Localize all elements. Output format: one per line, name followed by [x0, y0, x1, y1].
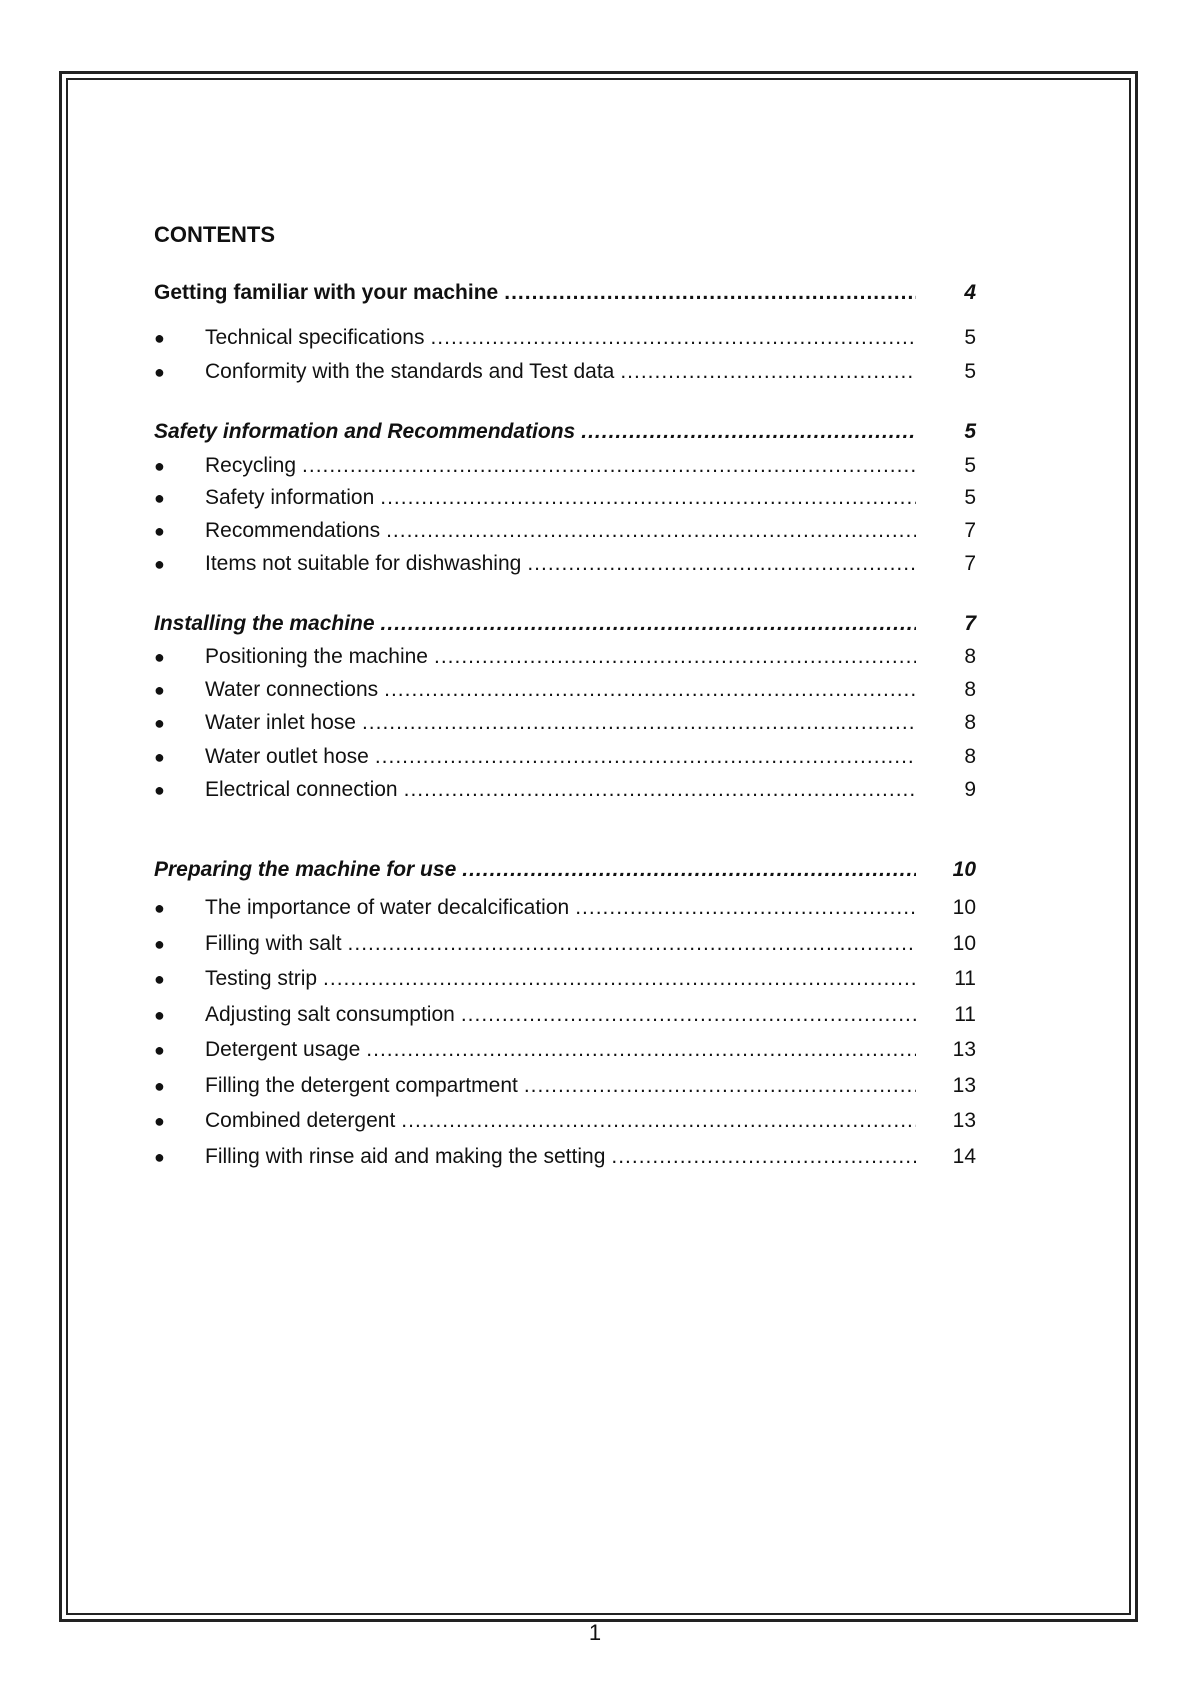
bullet-icon: ●: [154, 361, 165, 382]
bullet-icon: ●: [154, 487, 165, 508]
toc-entry-page: 14: [952, 1145, 976, 1168]
toc-entry[interactable]: [154, 1000, 976, 1030]
toc-entry[interactable]: [154, 1106, 976, 1136]
toc-entry-page: 5: [964, 454, 976, 477]
contents-title: CONTENTS: [154, 222, 275, 247]
page-number: 1: [588, 1620, 602, 1645]
bullet-icon: ●: [154, 327, 165, 348]
toc-entry-label: Positioning the machine: [205, 645, 428, 668]
toc-section-heading[interactable]: [154, 278, 976, 308]
leader-dots: [524, 1074, 916, 1098]
toc-entry[interactable]: [154, 964, 976, 994]
toc-entry-page: 10: [952, 896, 976, 919]
bullet-icon: ●: [154, 520, 165, 541]
bullet-icon: ●: [154, 553, 165, 574]
toc-section-heading[interactable]: [154, 855, 976, 885]
toc-entry[interactable]: [154, 516, 976, 546]
leader-dots: [380, 486, 916, 510]
toc-entry[interactable]: [154, 742, 976, 772]
toc-entry-label: Detergent usage: [205, 1038, 361, 1061]
toc-entry-label: Testing strip: [205, 967, 318, 990]
toc-entry-label: Technical specifications: [205, 326, 425, 349]
toc-entry-label: Adjusting salt consumption: [205, 1003, 455, 1026]
leader-dots: [620, 360, 916, 384]
bullet-icon: ●: [154, 779, 165, 800]
bullet-icon: ●: [154, 1110, 165, 1131]
toc-entry-page: 10: [952, 932, 976, 955]
toc-entry-page: 9: [964, 778, 976, 801]
toc-entry-page: 7: [964, 552, 976, 575]
toc-entry-label: Combined detergent: [205, 1109, 396, 1132]
toc-entry[interactable]: [154, 483, 976, 513]
toc-entry[interactable]: [154, 929, 976, 959]
toc-entry[interactable]: [154, 549, 976, 579]
bullet-icon: ●: [154, 968, 165, 989]
bullet-icon: ●: [154, 1146, 165, 1167]
toc-entry[interactable]: [154, 708, 976, 738]
toc-entry[interactable]: [154, 357, 976, 387]
leader-dots: [386, 519, 916, 543]
leader-dots: [401, 1109, 916, 1133]
bullet-icon: ●: [154, 455, 165, 476]
bullet-icon: ●: [154, 1075, 165, 1096]
leader-dots: [384, 678, 916, 702]
toc-entry[interactable]: [154, 893, 976, 923]
toc-entry-label: Water outlet hose: [205, 745, 369, 768]
bullet-icon: ●: [154, 897, 165, 918]
toc-entry-label: Electrical connection: [205, 778, 398, 801]
toc-entry-page: 5: [964, 326, 976, 349]
toc-entry-page: 8: [964, 711, 976, 734]
leader-dots: [302, 454, 916, 478]
bullet-icon: ●: [154, 933, 165, 954]
toc-heading-label: Installing the machine: [154, 612, 375, 635]
bullet-icon: ●: [154, 1004, 165, 1025]
toc-heading-label: Preparing the machine for use: [154, 858, 457, 881]
toc-entry-page: 13: [952, 1109, 976, 1132]
leader-dots: [404, 778, 916, 802]
toc-heading-page: 4: [964, 281, 976, 304]
toc-entry-label: Items not suitable for dishwashing: [205, 552, 522, 575]
leader-dots: [381, 612, 916, 636]
leader-dots: [366, 1038, 916, 1062]
leader-dots: [581, 420, 916, 444]
toc-entry[interactable]: [154, 1035, 976, 1065]
toc-entry-page: 7: [964, 519, 976, 542]
toc-entry[interactable]: [154, 675, 976, 705]
leader-dots: [362, 711, 916, 735]
toc-entry-label: Water inlet hose: [205, 711, 356, 734]
toc-entry-page: 8: [964, 645, 976, 668]
toc-entry[interactable]: [154, 775, 976, 805]
toc-heading-page: 5: [964, 420, 976, 443]
toc-heading-page: 7: [964, 612, 976, 635]
leader-dots: [504, 281, 916, 305]
toc-entry[interactable]: [154, 1071, 976, 1101]
toc-entry-label: Recycling: [205, 454, 297, 477]
leader-dots: [611, 1145, 916, 1169]
bullet-icon: ●: [154, 712, 165, 733]
leader-dots: [375, 745, 916, 769]
bullet-icon: ●: [154, 646, 165, 667]
toc-section-heading[interactable]: [154, 417, 976, 447]
leader-dots: [461, 1003, 916, 1027]
toc-entry-label: Water connections: [205, 678, 379, 701]
bullet-icon: ●: [154, 746, 165, 767]
leader-dots: [348, 932, 916, 956]
toc-heading-label: Safety information and Recommendations: [154, 420, 576, 443]
leader-dots: [575, 896, 916, 920]
toc-entry-page: 11: [954, 967, 976, 990]
toc-entry-page: 8: [964, 678, 976, 701]
toc-entry[interactable]: [154, 323, 976, 353]
toc-section-heading[interactable]: [154, 609, 976, 639]
bullet-icon: ●: [154, 1039, 165, 1060]
toc-entry-label: Filling the detergent compartment: [205, 1074, 518, 1097]
leader-dots: [434, 645, 916, 669]
leader-dots: [430, 326, 916, 350]
toc-entry-page: 13: [952, 1038, 976, 1061]
toc-entry-label: Safety information: [205, 486, 375, 509]
page-border-inner: [66, 78, 1131, 1615]
toc-entry-page: 13: [952, 1074, 976, 1097]
toc-entry-label: Filling with rinse aid and making the setting: [205, 1145, 606, 1168]
toc-entry-page: 5: [964, 486, 976, 509]
toc-entry-label: Conformity with the standards and Test data: [205, 360, 615, 383]
toc-entry-page: 8: [964, 745, 976, 768]
leader-dots: [462, 858, 916, 882]
toc-entry[interactable]: [154, 451, 976, 481]
toc-entry[interactable]: [154, 642, 976, 672]
toc-heading-label: Getting familiar with your machine: [154, 281, 499, 304]
toc-entry-label: Recommendations: [205, 519, 381, 542]
leader-dots: [527, 552, 916, 576]
toc-entry-page: 5: [964, 360, 976, 383]
toc-entry[interactable]: [154, 1142, 976, 1172]
toc-heading-page: 10: [952, 858, 976, 881]
toc-entry-label: The importance of water decalcification: [205, 896, 570, 919]
bullet-icon: ●: [154, 679, 165, 700]
leader-dots: [323, 967, 916, 991]
toc-entry-label: Filling with salt: [205, 932, 342, 955]
toc-entry-page: 11: [954, 1003, 976, 1026]
